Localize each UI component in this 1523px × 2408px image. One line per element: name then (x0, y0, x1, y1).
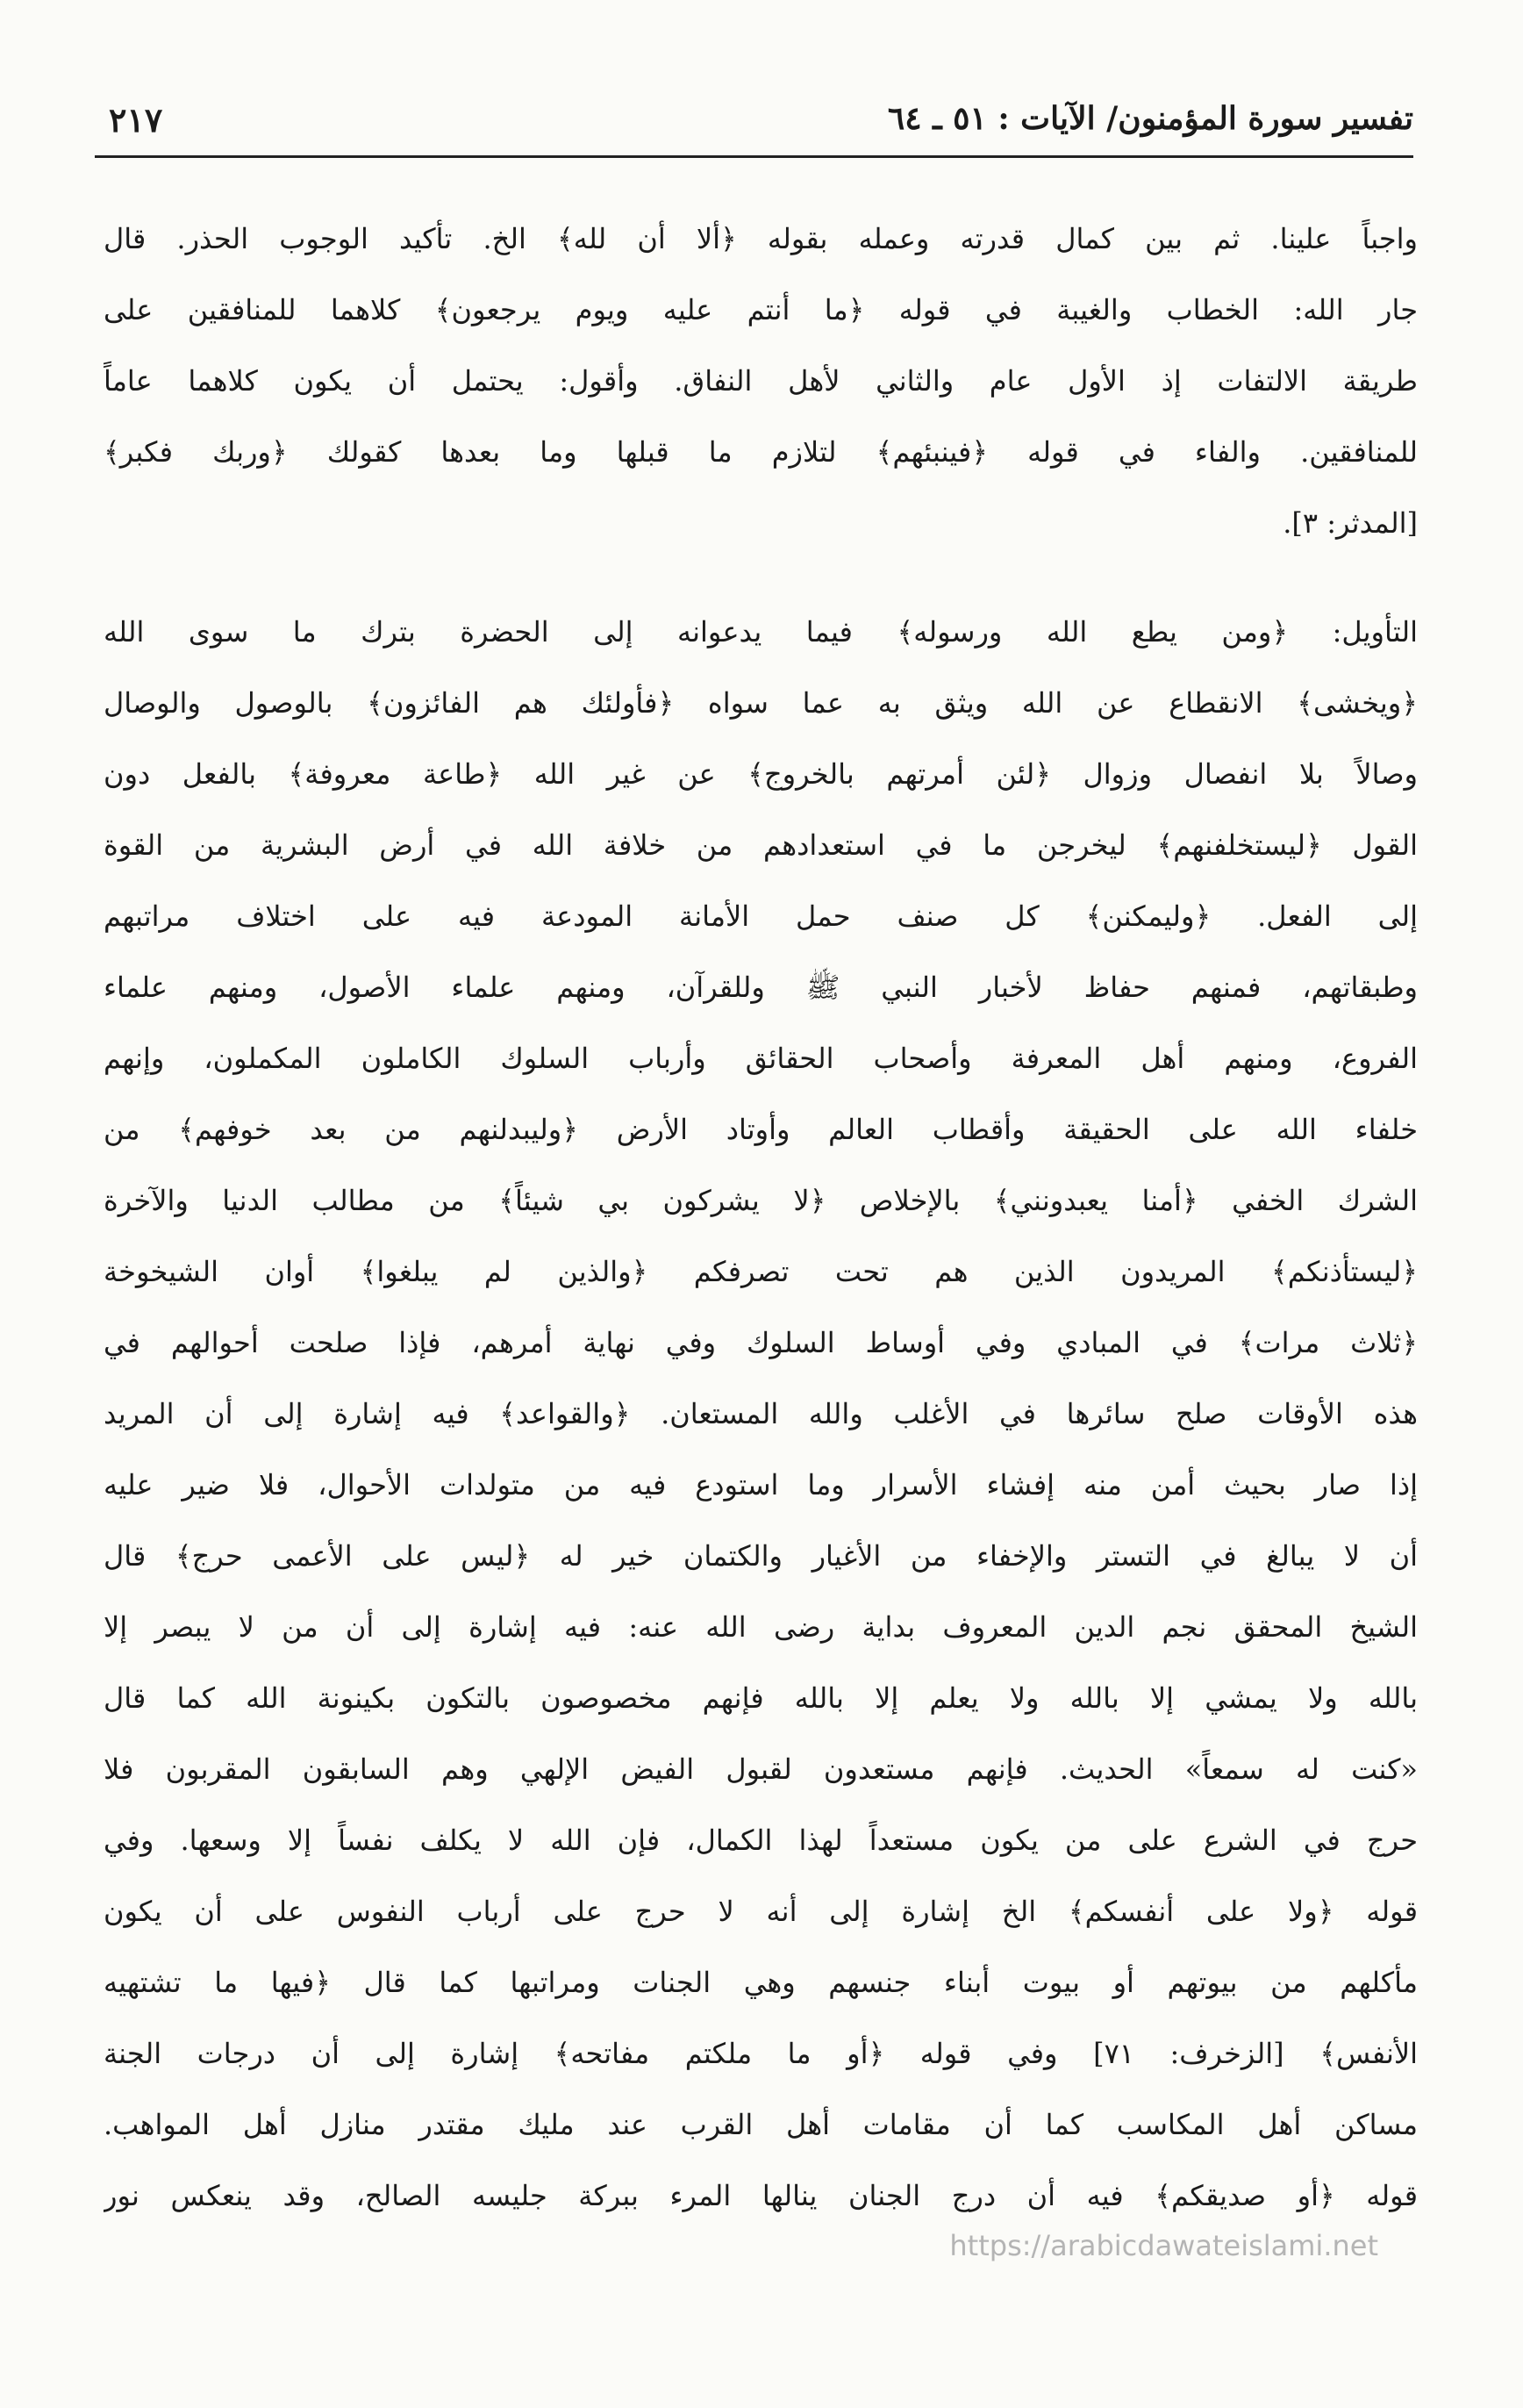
text-line: الشيخ المحقق نجم الدين المعروف بداية رضى الله عنه: فيه إشارة إلى أن من لا يبصر إلا (104, 1610, 1418, 1644)
text-line: أن لا يبالغ في التستر والإخفاء من الأغيار والكتمان خير له ﴿ليس على الأعمى حرج﴾ قال (104, 1539, 1418, 1573)
text-line: طريقة الالتفات إذ الأول عام والثاني لأهل النفاق. وأقول: يحتمل أن يكون كلاهما عاماً (104, 364, 1418, 398)
text-line: «كنت له سمعاً» الحديث. فإنهم مستعدون لقبول الفيض الإلهي وهم السابقون المقربون فلا (104, 1752, 1418, 1786)
text-line: حرج في الشرع على من يكون مستعداً لهذا الكمال، فإن الله لا يكلف نفساً إلا وسعها. وفي (104, 1824, 1418, 1857)
text-line: للمنافقين. والفاء في قوله ﴿فينبئهم﴾ لتلازم ما قبلها وما بعدها كقولك ﴿وربك فكبر﴾ (104, 435, 1418, 469)
text-line: التأويل: ﴿ومن يطع الله ورسوله﴾ فيما يدعوانه إلى الحضرة بترك ما سوى الله (104, 615, 1418, 649)
text-line: الفروع، ومنهم أهل المعرفة وأصحاب الحقائق وأرباب السلوك الكاملون المكملون، وإنهم (104, 1042, 1418, 1075)
page-header (105, 98, 1413, 160)
text-line: قوله ﴿أو صديقكم﴾ فيه أن درج الجنان ينالها المرء ببركة جليسه الصالح، وقد ينعكس نور (104, 2179, 1418, 2212)
text-line: قوله ﴿ولا على أنفسكم﴾ الخ إشارة إلى أنه لا حرج على أرباب النفوس على أن يكون (104, 1895, 1418, 1928)
page-number: ٢١٧ (109, 100, 163, 140)
text-line: وصالاً بلا انفصال وزوال ﴿لئن أمرتهم بالخروج﴾ عن غير الله ﴿طاعة معروفة﴾ بالفعل دون (104, 757, 1418, 791)
text-line: إلى الفعل. ﴿وليمكنن﴾ كل صنف حمل الأمانة المودعة فيه على اختلاف مراتبهم (104, 899, 1418, 933)
text-line: بالله ولا يمشي إلا بالله ولا يعلم إلا بالله فإنهم مخصوصون بالتكون بكينونة الله كما قال (104, 1681, 1418, 1715)
text-line: هذه الأوقات صلح سائرها في الأغلب والله المستعان. ﴿والقواعد﴾ فيه إشارة إلى أن المريد (104, 1397, 1418, 1430)
text-line: مساكن أهل المكاسب كما أن مقامات أهل القرب عند مليك مقتدر منازل أهل المواهب. (104, 2108, 1418, 2141)
text-line: الشرك الخفي ﴿أمنا يعبدونني﴾ بالإخلاص ﴿لا يشركون بي شيئاً﴾ من مطالب الدنيا والآخرة (104, 1184, 1418, 1217)
text-line: ﴿ليستأذنكم﴾ المريدون الذين هم تحت تصرفكم ﴿والذين لم يبلغوا﴾ أوان الشيخوخة (104, 1255, 1418, 1288)
text-line: الأنفس﴾ [الزخرف: ٧١] وفي قوله ﴿أو ما ملكتم مفاتحه﴾ إشارة إلى أن درجات الجنة (104, 2037, 1418, 2070)
paragraph-tawil (104, 597, 1418, 2232)
text-line: القول ﴿ليستخلفنهم﴾ ليخرجن ما في استعدادهم من خلافة الله في أرض البشرية من القوة (104, 828, 1418, 862)
text-line: جار الله: الخطاب والغيبة في قوله ﴿ما أنتم عليه ويوم يرجعون﴾ كلاهما للمنافقين على (104, 293, 1418, 326)
text-line: إذا صار بحيث أمن منه إفشاء الأسرار وما استودع فيه من متولدات الأحوال، فلا ضير عليه (104, 1468, 1418, 1501)
text-line: واجباً علينا. ثم بين كمال قدرته وعمله بقوله ﴿ألا أن لله﴾ الخ. تأكيد الوجوب الحذر. قال (104, 222, 1418, 255)
text-line: خلفاء الله على الحقيقة وأقطاب العالم وأوتاد الأرض ﴿وليبدلنهم من بعد خوفهم﴾ من (104, 1113, 1418, 1146)
text-line: ﴿ويخشى﴾ الانقطاع عن الله ويثق به عما سواه ﴿فأولئك هم الفائزون﴾ بالوصول والوصال (104, 686, 1418, 720)
text-line: وطبقاتهم، فمنهم حفاظ لأخبار النبي ﷺ وللقرآن، ومنهم علماء الأصول، ومنهم علماء (104, 971, 1418, 1004)
text-line: ﴿ثلاث مرات﴾ في المبادي وفي أوساط السلوك وفي نهاية أمرهم، فإذا صلحت أحوالهم في (104, 1326, 1418, 1359)
header-divider (95, 155, 1413, 158)
text-line: [المدثر: ٣]. (1283, 506, 1418, 540)
running-title: تفسير سورة المؤمنون/ الآيات : ٥١ ـ ٦٤ (887, 100, 1413, 137)
text-line: مأكلهم من بيوتهم أو بيوت أبناء جنسهم وهي الجنات ومراتبها كما قال ﴿فيها ما تشتهيه (104, 1966, 1418, 1999)
site-watermark: https://arabicdawateislami.net (949, 2229, 1378, 2262)
paragraph-tafsir (104, 204, 1418, 559)
